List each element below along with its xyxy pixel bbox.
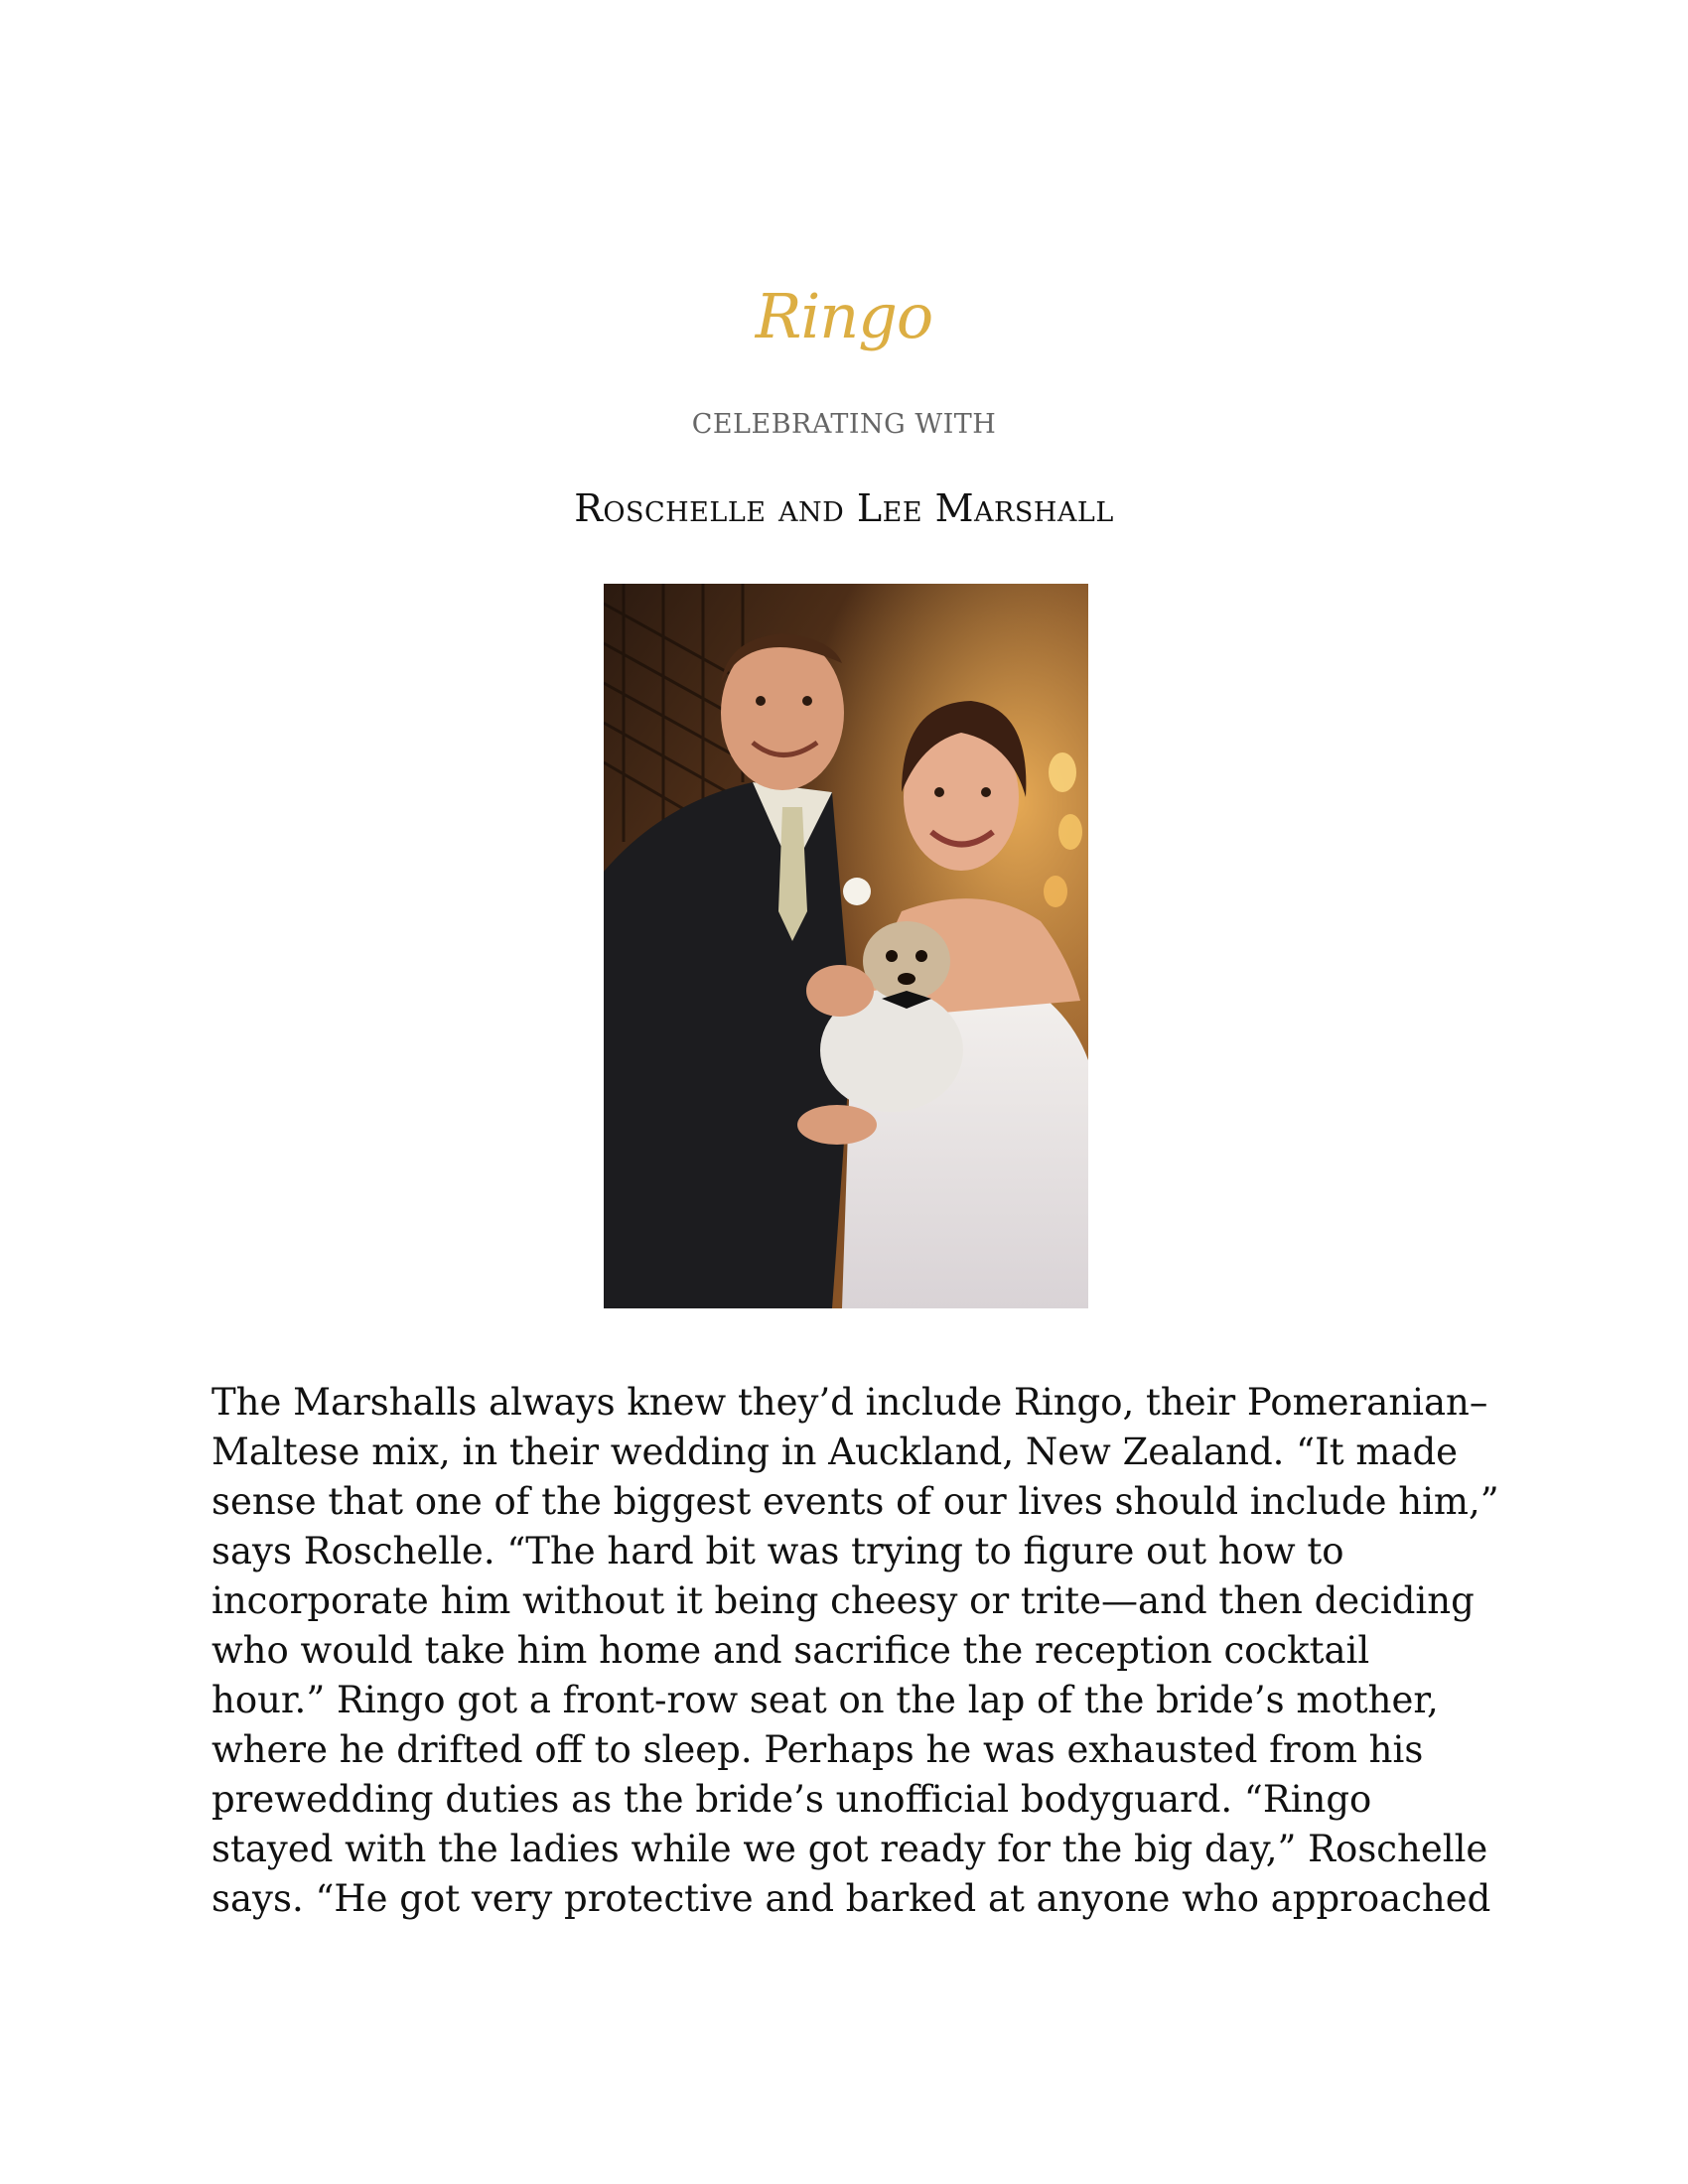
body-line: hour.” Ringo got a front-row seat on the lap of the bride’s mother, <box>211 1679 1439 1721</box>
body-line: sense that one of the biggest events of our lives should include him,” <box>211 1480 1499 1523</box>
body-line: incorporate him without it being cheesy or trite—and then deciding <box>211 1579 1475 1622</box>
body-line: The Marshalls always knew they’d include Ringo, their Pomeranian– <box>211 1381 1488 1424</box>
body-paragraph <box>211 1378 1499 1924</box>
kicker-text: CELEBRATING WITH <box>691 409 997 440</box>
body-line: Maltese mix, in their wedding in Auckland, New Zealand. “It made <box>211 1431 1459 1473</box>
page-title: Ringo <box>755 280 933 352</box>
body-line: prewedding duties as the bride’s unofficial bodyguard. “Ringo <box>211 1778 1372 1821</box>
body-line: stayed with the ladies while we got ready for the big day,” Roschelle <box>211 1828 1488 1870</box>
couple-names: Roschelle and Lee Marshall <box>574 486 1114 530</box>
body-line: says Roschelle. “The hard bit was trying to figure out how to <box>211 1530 1344 1572</box>
wedding-photo <box>604 584 1088 1308</box>
body-line: where he drifted off to sleep. Perhaps he was exhausted from his <box>211 1728 1424 1771</box>
body-line: who would take him home and sacrifice the reception cocktail <box>211 1629 1370 1672</box>
body-line: says. “He got very protective and barked at anyone who approached <box>211 1877 1491 1920</box>
